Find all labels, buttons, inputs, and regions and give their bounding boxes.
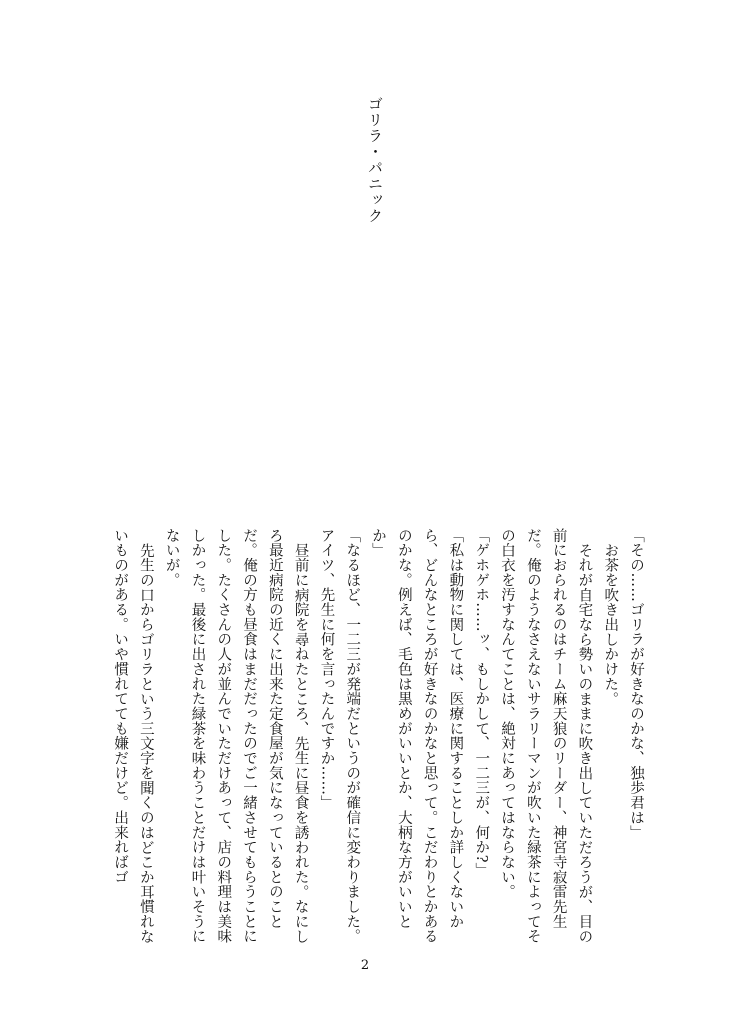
paragraph: 先生の口からゴリラという三文字を聞くのはどこか耳慣れないものがある。いや慣れてても嫌だけど。出来ればゴ [112,528,154,944]
paragraph: それが自宅なら勢いのままに吹き出していただろうが、目の前におられるのはチーム麻天狼のリーダー、神宮寺寂雷先生だ。俺のようなさえないサラリーマンが吹いた緑茶によってその白衣を汚すなんてことは、絶対にあってはならない。 [499,528,593,944]
paragraph: 「その……ゴリラが好きなのかな、独歩君は」 [628,528,644,840]
page-title: ゴリラ・パニック [366,96,384,224]
page-number: 2 [360,958,370,973]
body-text [108,528,648,948]
paragraph: 「ゲホゲホ……ッ、もしかして、一二三が、何か?」 [473,528,490,878]
paragraph: 「なるほど、一二三が発端だというのが確信に変わりました。アイツ、先生に何を言ったんですか……」 [318,528,361,944]
paragraph: お茶を吹き出しかけた。 [602,542,619,706]
paragraph: 「私は動物に関しては、医療に関することしか詳しくないから、どんなところが好きなのかなと思って。こだわりとかあるのかな。例えば、毛色は黒めがいいとか、大柄な方がいいとか」 [370,528,464,944]
paragraph: 昼前に病院を尋ねたところ、先生に昼食を誘われた。なにしろ最近病院の近くに出来た定食屋が気になっているとのことだ。俺の方も昼食はまだだったのでご一緒させてもらうことにした。たくさんの人が並んでいただけあって、店の料理は美味しかった。最後に出された緑茶を味わうことだけは叶いそうにないが。 [163,528,309,944]
